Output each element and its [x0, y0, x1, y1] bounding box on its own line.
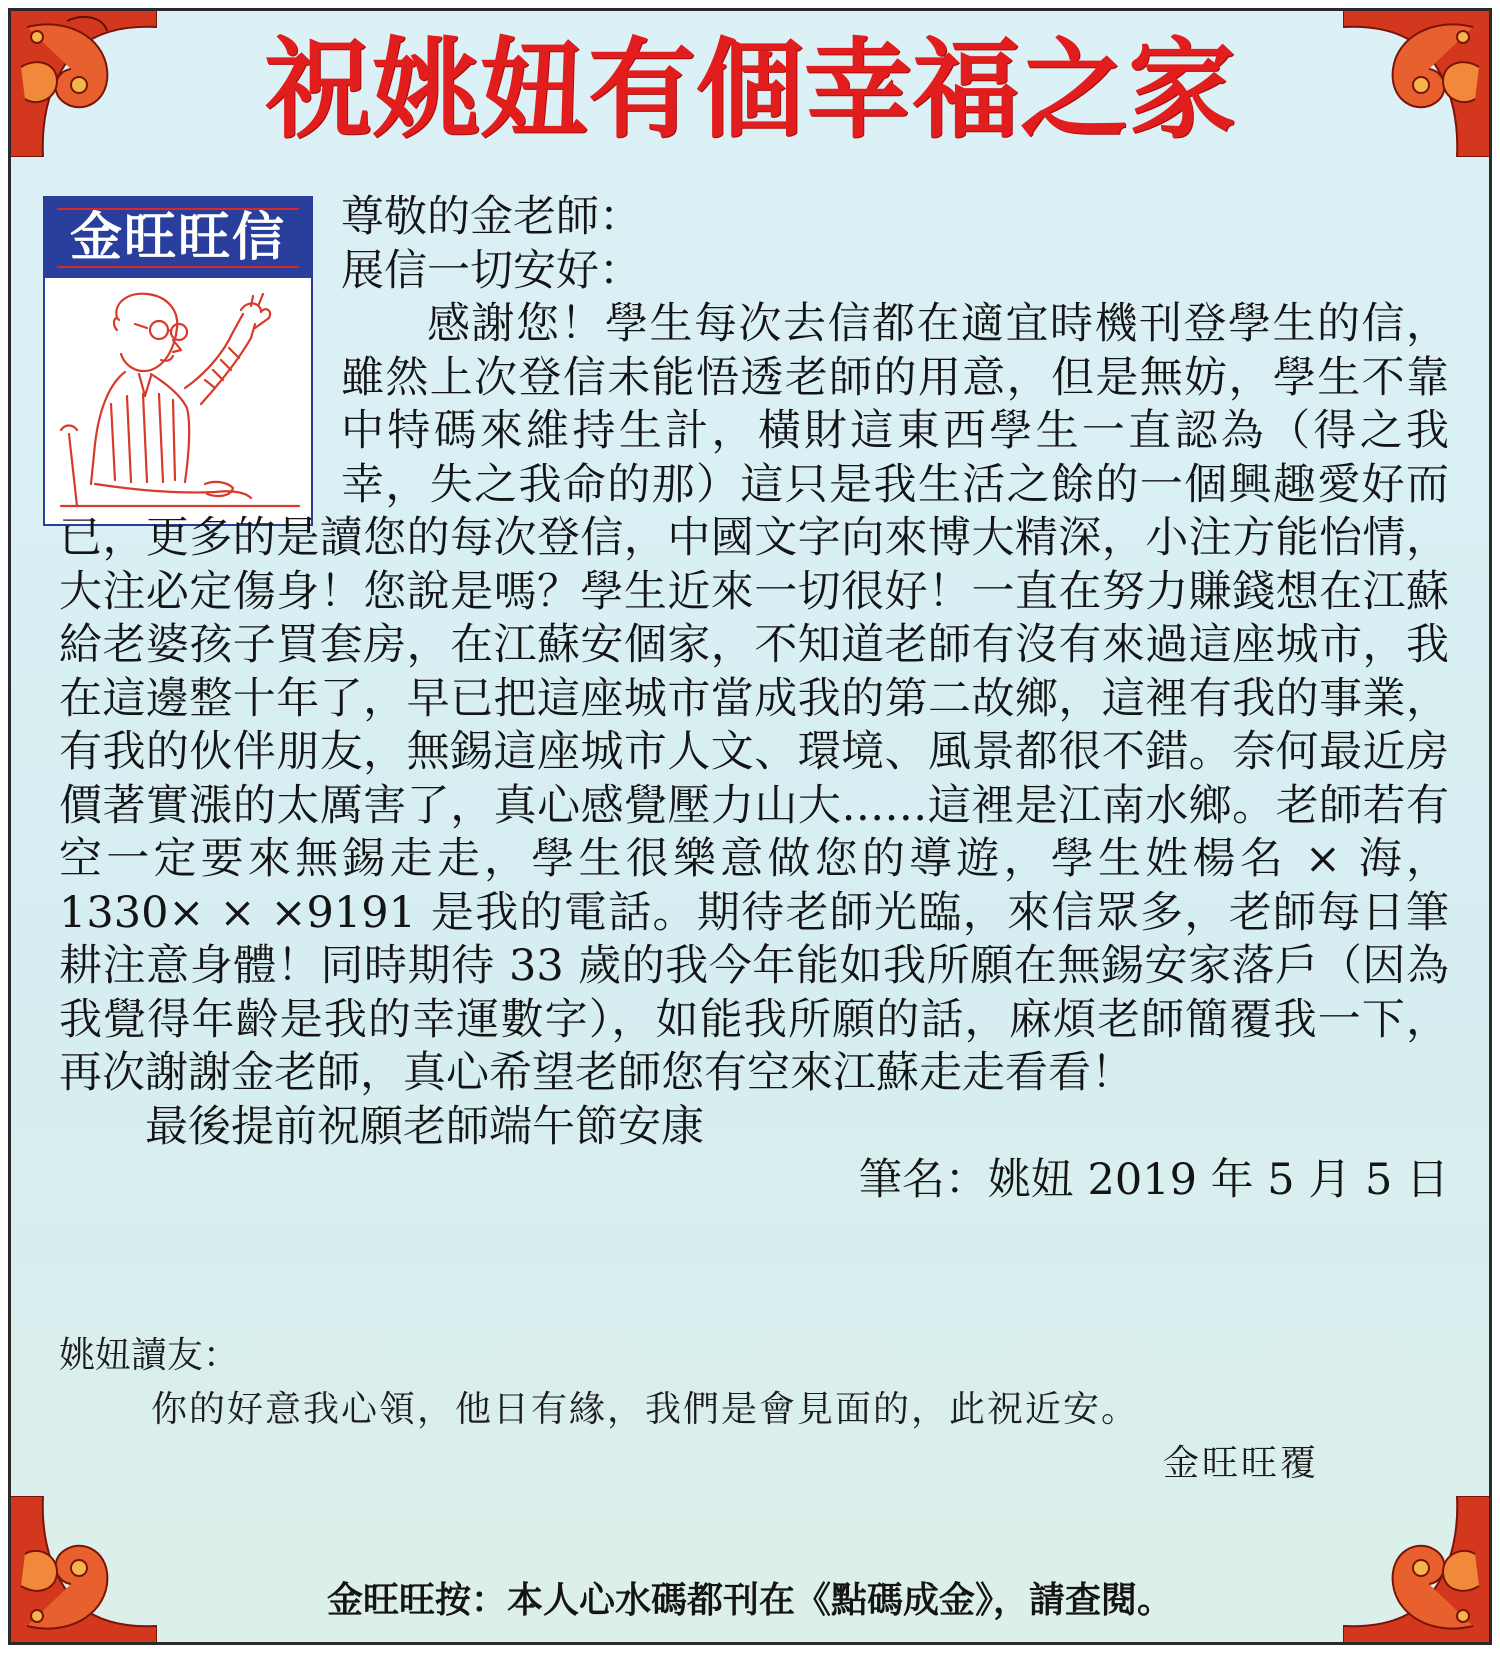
letter-paragraph: 感謝您！學生每次去信都在適宜時機刊登學生的信，雖然上次登信未能悟透老師的用意，但是無妨，學生不靠中特碼來維持生計，橫財這東西學生一直認為（得之我幸，失之我命的那）這只是我生活之餘的一個興趣愛好而已，更多的是讀您的每次登信，中國文字向來博大精深，小注方能怡情，大注必定傷身！您說是嗎？學生近來一切很好！一直在努力賺錢想在江蘇給老婆孩子買套房，在江蘇安個家，不知道老師有沒有來過這座城市，我在這邊整十年了，早已把這座城市當成我的第二故鄉，這裡有我的事業，有我的伙伴朋友，無錫這座城市人文、環境、風景都很不錯。奈何最近房價著實漲的太厲害了，真心感覺壓力山大……這裡是江南水鄉。老師若有空一定要來無錫走走，學生很樂意做您的導遊，學生姓楊名 × 海，1330× × ×9191 是我的電話。期待老師光臨，來信眾多，老師每日筆耕注意身體！同時期待 33 歲的我今年能如我所願在無錫安家落戶（因為我覺得年齡是我的幸運數字），如能我所願的話，麻煩老師簡覆我一下，再次謝謝金老師，真心希望老師您有空來江蘇走走看看！: [59, 299, 1449, 1098]
ornament-corner-top-left-icon: [8, 8, 157, 157]
ornament-corner-bottom-right-icon: [1343, 1496, 1492, 1645]
letter-closing: 最後提前祝願老師端午節安康: [145, 1101, 704, 1152]
letter-salutation: 展信一切安好：: [341, 245, 642, 296]
letter-body: [59, 191, 1449, 1208]
reply-signature: 金旺旺覆: [1162, 1443, 1319, 1484]
footer-note: 金旺旺按：本人心水碼都刊在《點碼成金》，請查閱。: [326, 1580, 1173, 1621]
letter-greeting: 尊敬的金老師：: [341, 192, 642, 242]
ornament-corner-top-right-icon: [1343, 8, 1492, 157]
headline: 祝姚妞有個幸福之家: [263, 27, 1236, 153]
ornament-corner-bottom-left-icon: [8, 1496, 157, 1645]
reply-greeting: 姚妞讀友：: [59, 1335, 240, 1376]
reply-body: 你的好意我心領，他日有緣，我們是會見面的，此祝近安。: [151, 1389, 1140, 1430]
letter-signature: 筆名：姚妞 2019 年 5 月 5 日: [858, 1155, 1449, 1205]
advertisement-panel: [8, 8, 1492, 1645]
editor-reply: [59, 1329, 1449, 1491]
column-logo-label: 金旺旺信箱: [45, 198, 311, 278]
